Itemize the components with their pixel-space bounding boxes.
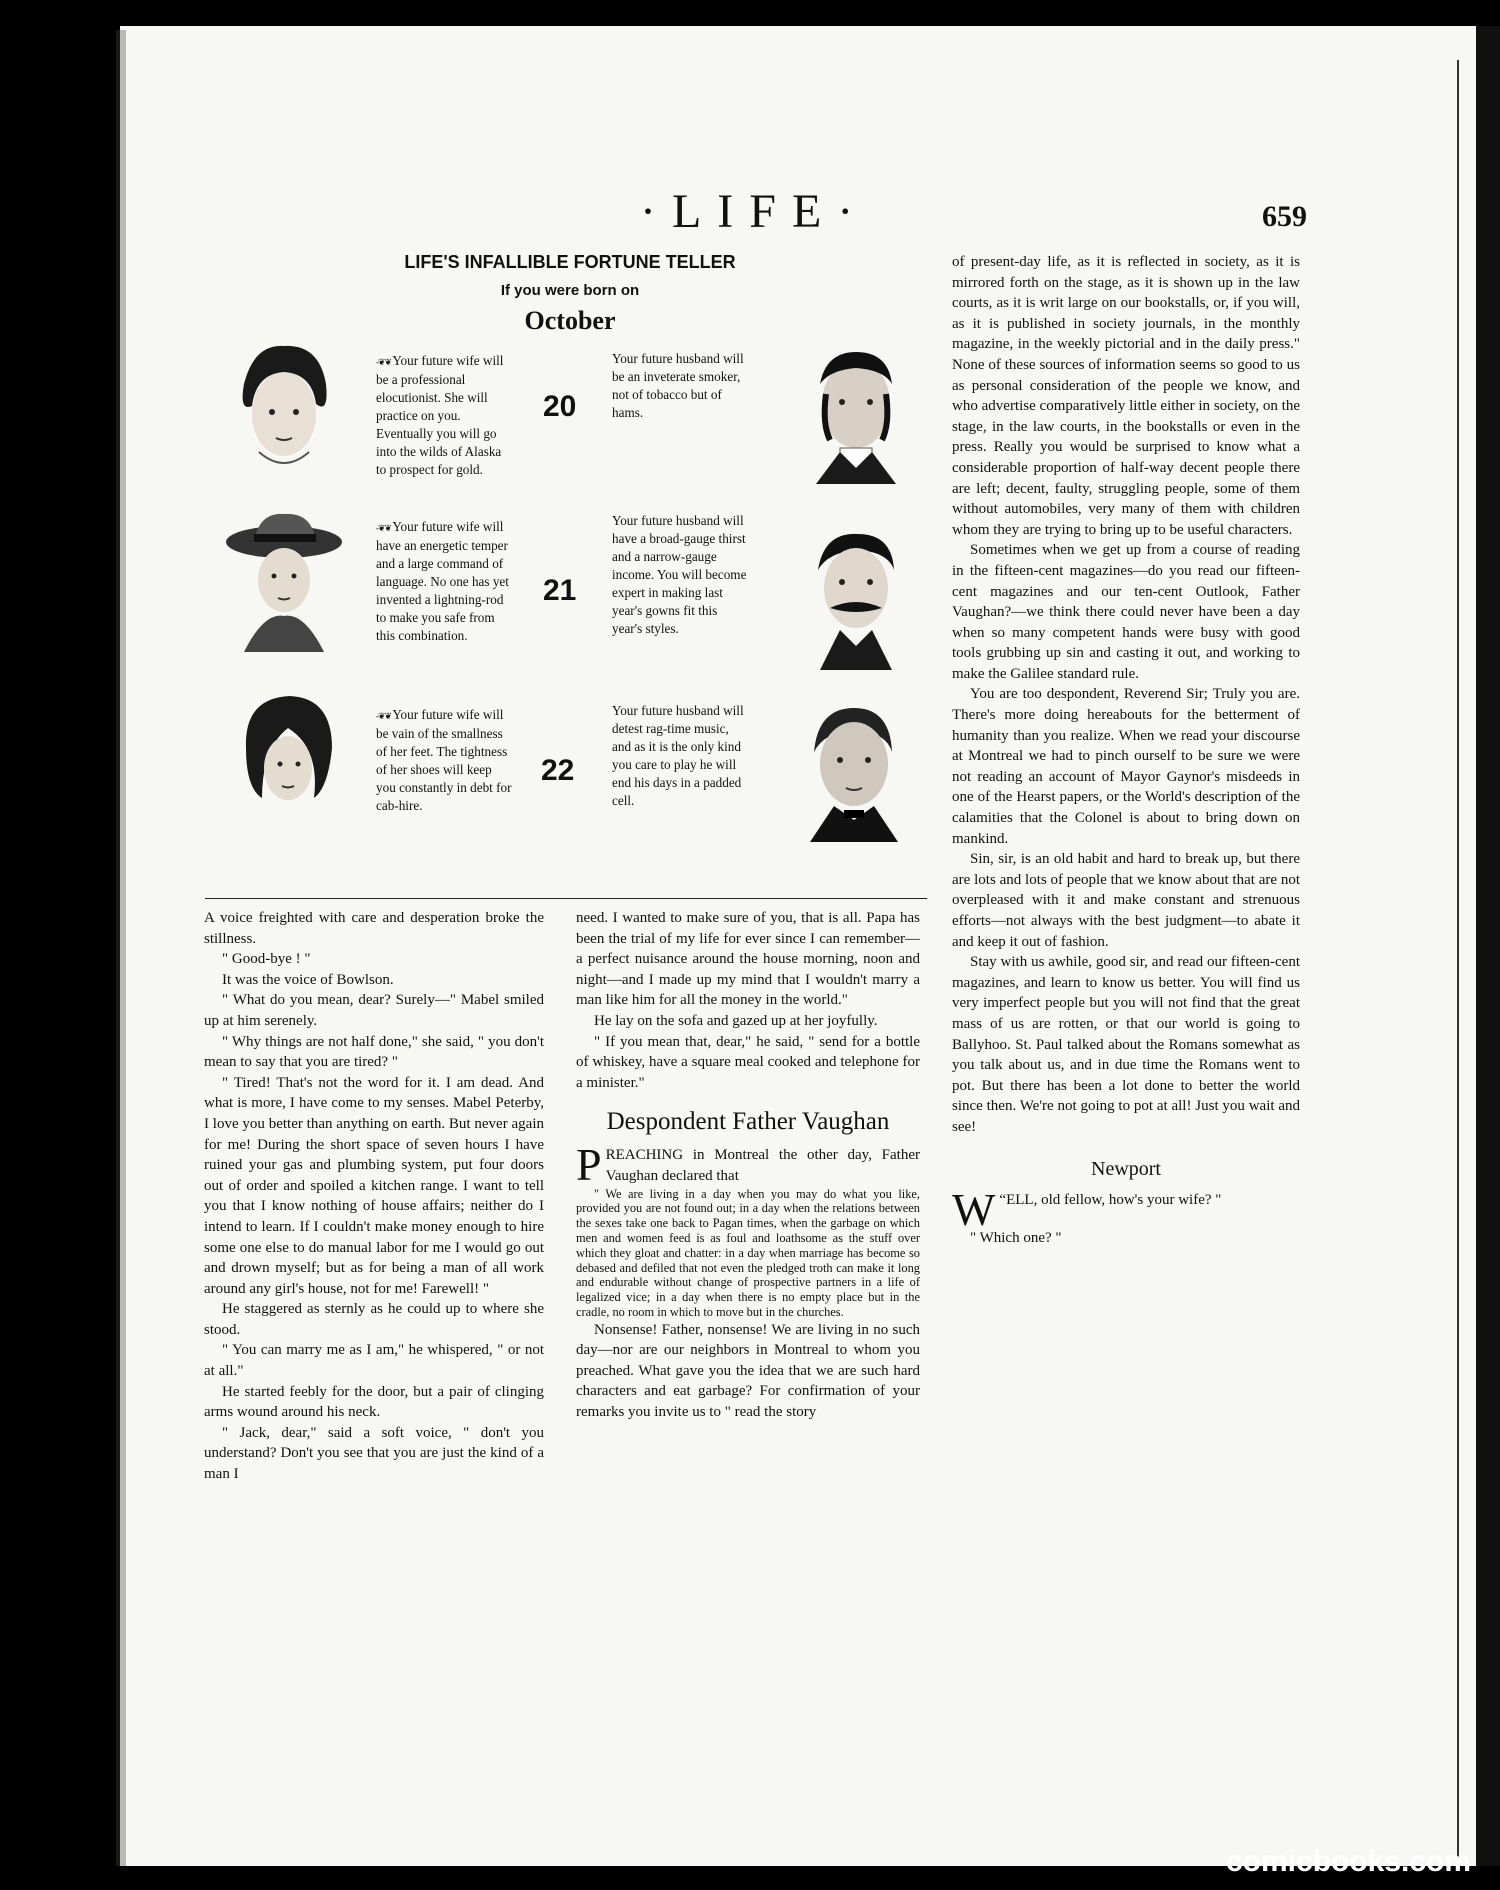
story-paragraph: It was the voice of Bowlson. — [222, 971, 394, 988]
story-paragraph: " You can marry me as I am," he whispered, " or not at all." — [204, 1342, 544, 1380]
watermark: comicbooks.com — [1226, 1845, 1472, 1878]
story-paragraph: " If you mean that, dear," he said, " send for a bottle of whiskey, have a square meal cooked and telephone for a minister." — [576, 1033, 920, 1091]
husband-portrait-21 — [796, 530, 916, 670]
wife-portrait-21 — [224, 512, 344, 652]
page-edge — [1476, 26, 1500, 1866]
wife-fortune-22: -❦❦ Your future wife will be vain of the smallness of her feet. The tightness of her shoes will keep you constantly in debt for cab-hire. — [376, 707, 512, 813]
vaughan-paragraph: You are too despondent, Reverend Sir; Truly you are. There's more doing hereabouts for the betterment of humanity than you realize. When we read your discourse at Montreal we had to pinch ourself to be sure we were not reading an account of Mayor Gaynor's misdeeds in one of the Hearst papers, or the World's description of the calamities that the Colonel is about to bring down on mankind. — [952, 686, 1300, 847]
story-paragraph: need. I wanted to make sure of you, that is all. Papa has been the trial of my life for ever since I can remember—a perfect nuisance around the house morning, noon and night—and I made up my mind that I wouldn't marry a man like him for all the money in the world." — [576, 910, 920, 1009]
story-paragraph: He lay on the sofa and gazed up at her joyfully. — [594, 1012, 878, 1029]
page-edge-line — [1457, 60, 1459, 1860]
story-paragraph: " Why things are not half done," she said, " you don't mean to say that you are tired? " — [204, 1033, 544, 1071]
vaughan-reply: Nonsense! Father, nonsense! We are living in no such day—nor are our neighbors in Montreal to whom you preached. What gave you the idea that we are such hard characters and eat garbage? For confirmation of your remarks you invite us to " read the story — [576, 1321, 920, 1421]
story-paragraph: " What do you mean, dear? Surely—" Mabel smiled up at him serenely. — [204, 992, 544, 1029]
fortune-teller-month: October — [524, 306, 616, 335]
story-paragraph: " Good-bye ! " — [222, 951, 311, 968]
wife-portrait-20 — [224, 334, 344, 474]
vaughan-quote: " We are living in a day when you may do what you like, provided you are not found out; in a day when the relations between the sexes take one back to Pagan times, when the garbage on which men and women feed is as foul and loathsome as the stuff over which they gloat and chatter: in a day when marriage has become so debased and defiled that not even the pledged troth can make it long and endurable without change of prospective partners in a life of legalized vice; in a day when there is no empty place but in the cradle, no room in which to move but in the churches. — [576, 1186, 920, 1319]
fortune-teller-subtitle: If you were born on — [500, 282, 640, 299]
story-column-1 — [204, 908, 544, 1485]
spine-mark — [0, 1556, 30, 1566]
vaughan-column-3 — [952, 252, 1300, 1248]
husband-portrait-20 — [796, 344, 916, 484]
wife-fortune-20: -❦❦ Your future wife will be a professional elocutionist. She will practice on you. Eventually you will go into the wilds of Alaska to prospect for gold. — [376, 353, 504, 477]
masthead: ·LIFE· — [640, 185, 870, 238]
story-column-2 — [576, 908, 920, 1423]
husband-fortune-20: Your future husband will be an inveterate smoker, not of tobacco but of hams. — [612, 351, 744, 420]
wife-fortune-21: -❦❦ Your future wife will have an energetic temper and a large command of language. No one has yet invented a lightning-rod to make you safe from this combination. — [376, 519, 509, 643]
day-20: 20 — [543, 390, 577, 423]
newport-heading: Newport — [1091, 1157, 1161, 1180]
day-21: 21 — [543, 574, 577, 607]
vaughan-dropcap: P — [576, 1139, 602, 1191]
story-paragraph: " Jack, dear," said a soft voice, " don't you understand? Don't you see that you are just the kind of a man I — [204, 1424, 544, 1483]
page-gutter — [116, 30, 126, 1866]
husband-fortune-22: Your future husband will detest rag-time music, and as it is the only kind you care to play he will end his days in a padded cell. — [612, 703, 744, 808]
book-spine — [86, 26, 120, 1866]
story-paragraph: " Tired! That's not the word for it. I am dead. And what is more, I have come to my senses. Mabel Peterby, I love you better than anything on earth. But never again for me! During the short space of seven hours I have ruined your gas and plumbing system, put four doors out of order and spoiled a kitchen range. I want to tell you that I know nothing of house affairs; neither do I intend to learn. If I couldn't make money enough to hire some one else to do manual labor for me I would go out and drown myself; but as for being a man of all work around any girl's house, not for me! Farewell! " — [204, 1074, 544, 1297]
section-divider — [205, 898, 927, 899]
story-paragraph: He staggered as sternly as he could up to where she stood. — [204, 1301, 544, 1338]
vaughan-lead: PREACHING in Montreal the other day, Father Vaughan declared that — [576, 1139, 920, 1191]
vaughan-paragraph: Sin, sir, is an old habit and hard to break up, but there are lots and lots of people that we know about that are not overpleased with it and make constant and strenuous efforts—not always with the best judgment—to abate it and keep it out of fashion. — [952, 851, 1300, 950]
husband-fortune-21: Your future husband will have a broad-gauge thirst and a narrow-gauge income. You will become expert in making last year's gowns fit this year's styles. — [612, 513, 747, 636]
story-paragraph: A voice freighted with care and desperation broke the stillness. — [204, 910, 544, 947]
newport-dropcap: W — [952, 1183, 996, 1235]
newport-joke: “ W ELL, old fellow, how's your wife? " — [952, 1183, 1222, 1235]
newport-reply: " Which one? " — [970, 1229, 1062, 1246]
vaughan-paragraph: of present-day life, as it is reflected in society, as it is mirrored forth on the stage, as it is shown up in the law courts, as it is writ large on our bookstalls, or, if you will, as it is published in society journals, in the monthly magazine, in the weekly pictorial and in the daily press." None of these sources of information seems so good to us as personal consideration of the people we know, and who advertise comparatively little either in society, on the stage, in the law courts, in the bookstalls or even in the press. Really you would be surprised to know what a considerable proportion of half-way decent people there are left; decent, faulty, struggling people, some of them without automobiles, very many of them with children whom they are trying to bring up to be useful characters. — [952, 254, 1300, 538]
vaughan-paragraph: Stay with us awhile, good sir, and read our fifteen-cent magazines, and learn to know us better. You will find us very imperfect people but you will not find that the great mass of us are rotten, or that our world is going to Ballyhoo. St. Paul talked about the Romans somewhat as you talk about us, and in due time the Romans went to pot. But there has been a lot done to better the world since then. We're not going to pot at all! Just you wait and see! — [952, 954, 1300, 1135]
wife-portrait-22 — [228, 688, 348, 828]
husband-portrait-22 — [790, 702, 910, 842]
vaughan-paragraph: Sometimes when we get up from a course of reading in the fifteen-cent magazines—do you read our fifteen-cent magazines and our ten-cent Outlook, Father Vaughan?—we think there could never have been a day when so many competent hands were busy with good tools grubbing up sin and casting it out, and working to make the Galilee standard rule. — [952, 542, 1300, 682]
story-paragraph: He started feebly for the door, but a pair of clinging arms wound around his neck. — [204, 1383, 544, 1421]
fortune-teller-title: LIFE'S INFALLIBLE FORTUNE TELLER — [404, 252, 736, 272]
page-number: 659 — [1262, 200, 1307, 233]
vaughan-heading: Despondent Father Vaughan — [606, 1108, 890, 1136]
day-22: 22 — [541, 754, 575, 787]
